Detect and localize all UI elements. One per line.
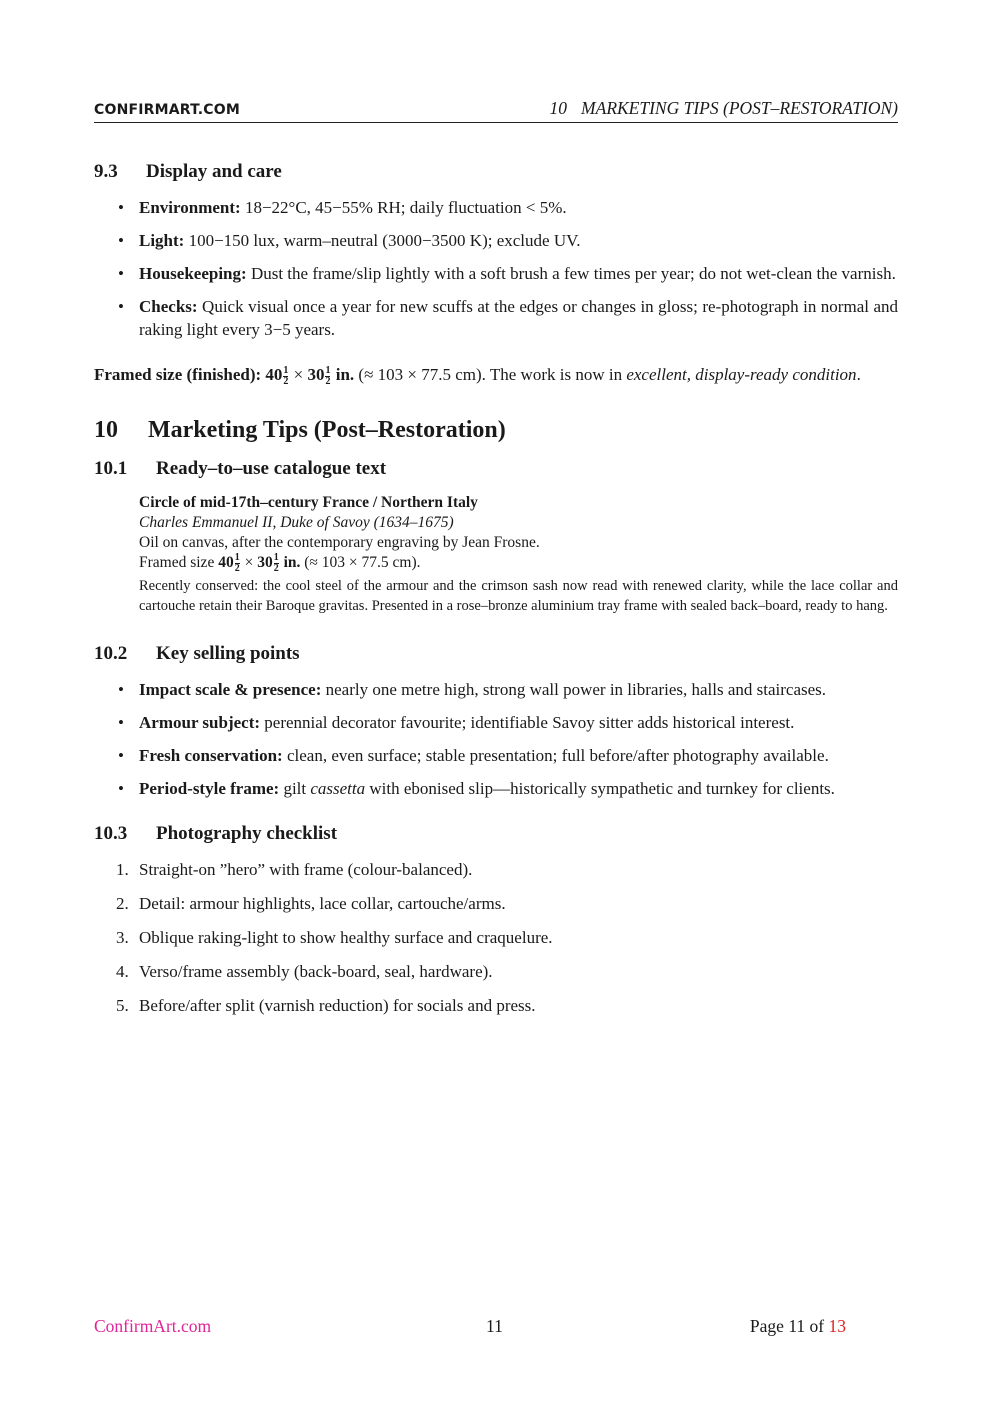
section-heading-10-2: 10.2 Key selling points xyxy=(94,642,300,664)
running-section-title: MARKETING TIPS (POST–RESTORATION) xyxy=(581,98,898,118)
section-heading-10-3: 10.3 Photography checklist xyxy=(94,822,338,844)
section-heading-9-3: 9.3 Display and care xyxy=(94,161,282,182)
page-footer xyxy=(94,1316,854,1340)
list-item: • Housekeeping: Dust the frame/slip lightly with a soft brush a few times per year; do not wet-clean the varnish. xyxy=(94,262,898,285)
photography-checklist xyxy=(94,858,898,1017)
list-item: • Armour subject: perennial decorator favourite; identifiable Savoy sitter adds historical interest. xyxy=(94,711,898,734)
list-item: • Period-style frame: gilt cassetta with ebonised slip—historically sympathetic and turnkey for clients. xyxy=(94,777,898,800)
footer-page-count: Page 11 of 13 xyxy=(749,1316,846,1336)
framed-size-paragraph: Framed size (finished): 40 $\frac{1}{2}$ × 30 $\frac{1}{2}$ in. (≈ 103 × 77.5 cm). The work is now in excellent, display-ready condition. xyxy=(94,364,861,387)
list-item: 3. Oblique raking-light to show healthy surface and craquelure. xyxy=(116,927,553,947)
list-item: • Light: 100−150 lux, warm–neutral (3000−3500 K); exclude UV. xyxy=(94,229,898,252)
list-item: • Environment: 18−22°C, 45−55% RH; daily fluctuation < 5%. xyxy=(94,196,898,219)
footer-total-pages-link[interactable]: 13 xyxy=(828,1316,846,1336)
list-item: • Checks: Quick visual once a year for new scuffs at the edges or changes in gloss; re-photograph in normal and raking light every 3−5 years. xyxy=(94,295,898,341)
section-heading-10-1: 10.1 Ready–to–use catalogue text xyxy=(94,457,387,479)
display-care-list xyxy=(94,196,898,341)
page-header xyxy=(94,96,898,123)
running-section-number: 10 xyxy=(549,98,568,118)
running-header xyxy=(550,98,898,119)
selling-points-list xyxy=(94,678,898,800)
list-item: • Fresh conservation: clean, even surface; stable presentation; full before/after photography available. xyxy=(94,744,898,767)
list-item: 5. Before/after split (varnish reduction) for socials and press. xyxy=(116,995,536,1015)
page-content xyxy=(94,160,898,1028)
list-item: 4. Verso/frame assembly (back-board, seal, hardware). xyxy=(116,961,493,981)
confirmart-logo: CONFIRMART.COM xyxy=(94,102,241,118)
catalogue-text: Circle of mid-17th–century France / Northern Italy Charles Emmanuel II, Duke of Savoy (1634–1675) Oil on canvas, after the contemporary engraving by Jean Frosne. Framed size 40 $\frac{1}{2}$ × 30 $\frac{1}{2}$ in. (≈ 103 × 77.5 cm). Recently conserved: the cool steel of the armour and the crimson sash now read with renewed clarity, while the lace collar and cartouche retain their Baroque gravitas. Presented in a rose–bronze aluminium tray frame with sealed back–board, ready to hang. xyxy=(139,493,898,614)
list-item: • Impact scale & presence: nearly one metre high, strong wall power in libraries, halls and staircases. xyxy=(94,678,898,701)
footer-site-link[interactable]: ConfirmArt.com xyxy=(94,1316,212,1336)
footer-page-number: 11 xyxy=(486,1316,503,1336)
list-item: 1. Straight-on ”hero” with frame (colour-balanced). xyxy=(116,859,473,879)
section-heading-10: 10 Marketing Tips (Post–Restoration) xyxy=(94,416,506,443)
list-item: 2. Detail: armour highlights, lace collar, cartouche/arms. xyxy=(116,893,506,913)
